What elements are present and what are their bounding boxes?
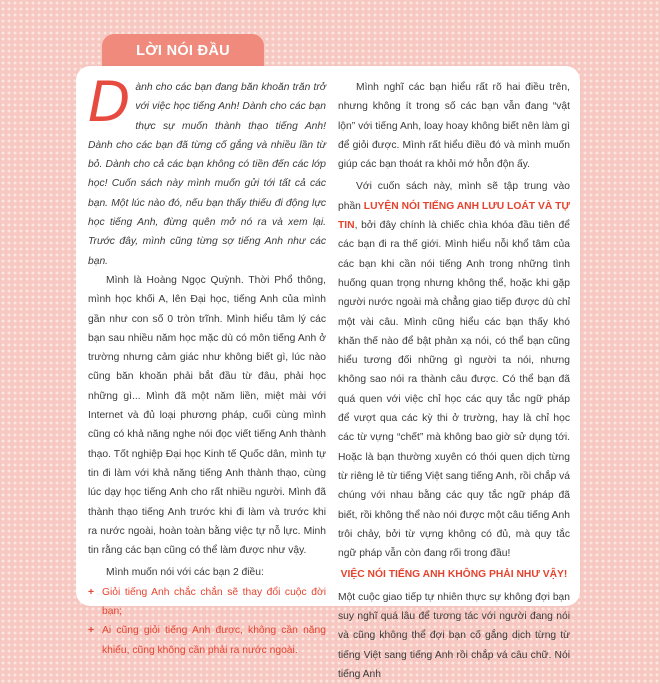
bullet-item bbox=[88, 583, 326, 622]
plus-icon: + bbox=[88, 586, 95, 598]
dropcap-letter: D bbox=[88, 70, 131, 134]
focus-paragraph bbox=[338, 177, 570, 563]
conversation-paragraph: Một cuộc giao tiếp tự nhiên thực sự không đợi bạn suy nghĩ quá lâu để tương tác với người đang nói và cũng không thể đợi bạn cố gắng dịch từng từ tiếng Việt sang tiếng Anh rồi chắp vá câu chữ. Nói tiếng Anh bbox=[338, 591, 570, 680]
section-tab bbox=[102, 34, 264, 68]
bullet-text: Ai cũng giỏi tiếng Anh được, không cần năng khiếu, cũng không cần phải ra nước ngoài. bbox=[102, 625, 326, 656]
left-column bbox=[88, 70, 326, 660]
plus-icon: + bbox=[88, 625, 95, 637]
intro-text: ành cho các bạn đang băn khoăn trăn trở với việc học tiếng Anh! Dành cho các bạn thực sự muốn thành thạo tiếng Anh! Dành cho các bạn đã từng cố gắng và nhiều lần từ bỏ. Dành cho cả các bạn không có tiền đến các lớp học! Cuốn sách này mình muốn gửi tới tất cả các bạn. Một lúc nào đó, nếu bạn thấy thiếu đi động lực học tiếng Anh, đừng quên mở nó ra và xem lại. Trước đây, mình cũng từng sợ tiếng Anh như các bạn. bbox=[88, 82, 326, 267]
bullet-item bbox=[88, 621, 326, 660]
section-title: LỜI NÓI ĐẦU bbox=[136, 43, 230, 59]
focus-text-after: , bởi đây chính là chiếc chìa khóa đầu tiên để các bạn đi ra thế giới. Mình hiểu nỗi khổ tâm của các bạn khi cần nói tiếng Anh trong những tình huống quan trọng nhưng không thể, hoặc khi gặp người nước ngoài mà chẳng giao tiếp được dù chỉ một vài câu. Mình cũng hiểu các bạn thấy khó khăn thế nào để bật phản xạ nói, có thể bạn cũng hiểu tương đối những gì người ta nói, nhưng không sao nói ra thành câu được. Có thể bạn đã quá quen với việc chỉ học các quy tắc ngữ pháp để vượt qua các kỳ thi ở trường, hay là chỉ học các từ vựng “chết” mà không bao giờ sử dụng tới. Hoặc là bạn thường xuyên có thói quen dịch từng từ riêng lẻ từ tiếng Việt sang tiếng Anh, rồi chắp vá chúng với nhau bằng các quy tắc ngữ pháp đã biết, rồi không thể nào nói được một câu tiếng Anh trôi chảy, bởi từ vựng không có đủ, mà quy tắc ngữ pháp vẫn còn đang rối trong đầu! bbox=[338, 220, 570, 560]
focus-highlight: LUYỆN NÓI TIẾNG ANH LƯU LOÁT VÀ TỰ TIN bbox=[338, 200, 570, 232]
right-column bbox=[338, 78, 570, 684]
bullet-text: Giỏi tiếng Anh chắc chắn sẽ thay đổi cuộc đời bạn; bbox=[102, 586, 326, 618]
focus-text-before: Với cuốn sách này, mình sẽ tập trung vào phần bbox=[338, 181, 570, 212]
section-heading: VIỆC NÓI TIẾNG ANH KHÔNG PHẢI NHƯ VẬY! bbox=[340, 569, 568, 581]
intro-paragraph bbox=[88, 70, 326, 271]
bio-paragraph: Mình là Hoàng Ngọc Quỳnh. Thời Phổ thông, mình học khối A, lên Đại học, tiếng Anh của mình gần như con số 0 tròn trĩnh. Mình hiểu tâm lý các bạn sau nhiều năm học mặc dù có môn tiếng Anh ở trường nhưng cảm giác như không biết gì, lúc nào cũng băn khoăn phải bắt đầu từ đâu, phải học những gì... Mình đã một năm liền, miệt mài với Internet và đủ loại phương pháp, cuối cùng mình cũng có khả năng nghe nói đọc viết tiếng Anh thành thạo. Tốt nghiệp Đại học Kinh tế Quốc dân, mình tự tin đi làm với khả năng tiếng Anh thành thạo, cùng lúc dạy học tiếng Anh cho rất nhiều người. Mình đã thành thạo tiếng Anh trước khi đi làm và trước khi ra nước ngoài, hoàn toàn bằng việc tự nỗ lực. Minh tin rằng các bạn cũng có thể làm được như vậy. bbox=[88, 274, 326, 557]
understanding-paragraph: Mình nghĩ các bạn hiểu rất rõ hai điều trên, nhưng không ít trong số các bạn vẫn đang “vật lộn” với tiếng Anh, loay hoay không biết nên làm gì để giỏi được. Mình rất hiểu điều đó và mình muốn giúp các bạn thoát ra khỏi mớ hỗn độn ấy. bbox=[338, 82, 570, 171]
two-points-intro: Mình muốn nói với các bạn 2 điều: bbox=[106, 567, 264, 579]
